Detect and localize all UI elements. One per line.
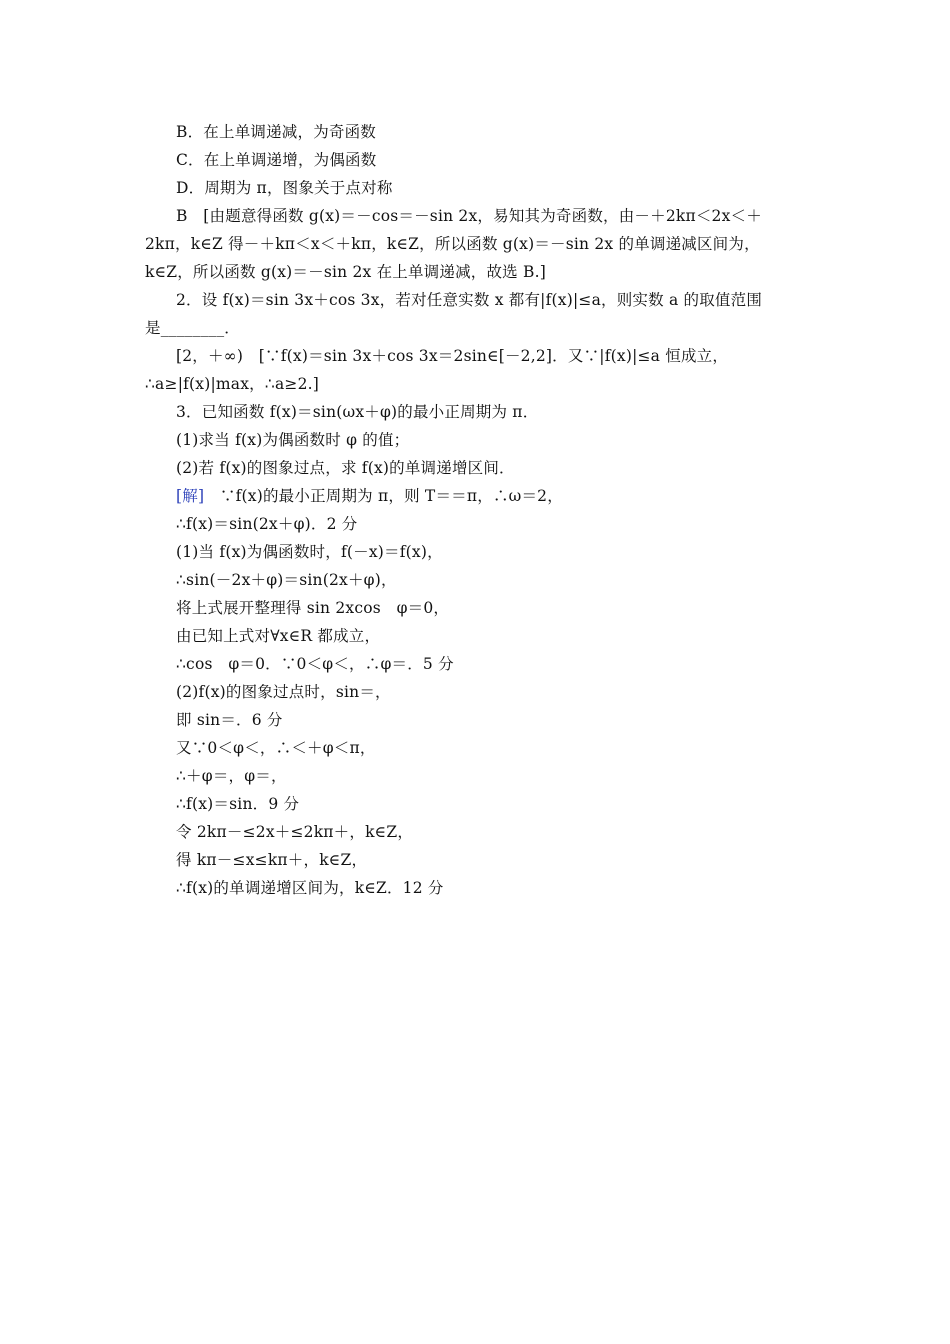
- solution-line-2: ∴f(x)＝sin(2x＋φ)．2 分: [176, 515, 358, 533]
- solution-line-12: ∴f(x)＝sin．9 分: [176, 795, 300, 813]
- solution-line-9: 即 sin＝．6 分: [176, 711, 283, 729]
- solution-line-5: 将上式展开整理得 sin 2xcos φ＝0，: [176, 599, 450, 617]
- solution-line-8: (2)f(x)的图象过点时，sin＝，: [176, 683, 391, 701]
- solution-line-11: ∴＋φ＝，φ＝，: [176, 767, 287, 785]
- solution-line-1-text: ∵f(x)的最小正周期为 π，则 T＝＝π，∴ω＝2，: [204, 487, 563, 505]
- question-2-line-1: 2．设 f(x)＝sin 3x＋cos 3x，若对任意实数 x 都有|f(x)|≤a，则实数 a 的取值范围: [176, 291, 763, 309]
- answer-1-line-3: k∈Z，所以函数 g(x)＝－sin 2x 在上单调递减，故选 B.]: [145, 263, 546, 281]
- question-3-part-1: (1)求当 f(x)为偶函数时 φ 的值；: [176, 431, 410, 449]
- option-c: C．在上单调递增，为偶函数: [176, 151, 377, 169]
- question-3-part-2: (2)若 f(x)的图象过点，求 f(x)的单调递增区间．: [176, 459, 515, 477]
- solution-line-1: [176, 486, 563, 506]
- answer-2-line-2: ∴a≥|f(x)|max，∴a≥2.]: [145, 375, 320, 393]
- option-b: B．在上单调递减，为奇函数: [176, 123, 376, 141]
- option-d: D．周期为 π，图象关于点对称: [176, 179, 393, 197]
- answer-1-line-2: 2kπ，k∈Z 得－＋kπ＜x＜＋kπ，k∈Z，所以函数 g(x)＝－sin 2x 的单调递减区间为，: [145, 235, 760, 253]
- solution-line-14: 得 kπ－≤x≤kπ＋，k∈Z，: [176, 851, 368, 869]
- solution-line-10: 又∵0＜φ＜，∴＜＋φ＜π，: [176, 739, 376, 757]
- answer-2-line-1: [2，＋∞) [∵f(x)＝sin 3x＋cos 3x＝2sin∈[－2,2]．又∵|f(x)|≤a 恒成立，: [176, 347, 729, 365]
- solution-line-4: ∴sin(－2x＋φ)＝sin(2x＋φ)，: [176, 571, 397, 589]
- question-3-stem: 3．已知函数 f(x)＝sin(ωx＋φ)的最小正周期为 π．: [176, 403, 539, 421]
- solution-tag: [解]: [176, 487, 205, 505]
- solution-line-15: ∴f(x)的单调递增区间为，k∈Z．12 分: [176, 879, 444, 897]
- solution-line-6: 由已知上式对∀x∈R 都成立，: [176, 627, 381, 645]
- solution-line-3: (1)当 f(x)为偶函数时，f(－x)＝f(x)，: [176, 543, 443, 561]
- question-2-line-2: 是________．: [145, 319, 241, 337]
- solution-line-7: ∴cos φ＝0．∵0＜φ＜，∴φ＝．5 分: [176, 655, 454, 673]
- solution-line-13: 令 2kπ－≤2x＋≤2kπ＋，k∈Z，: [176, 823, 414, 841]
- answer-1-line-1: B [由题意得函数 g(x)＝－cos＝－sin 2x，易知其为奇函数，由－＋2kπ＜2x＜＋: [176, 207, 762, 225]
